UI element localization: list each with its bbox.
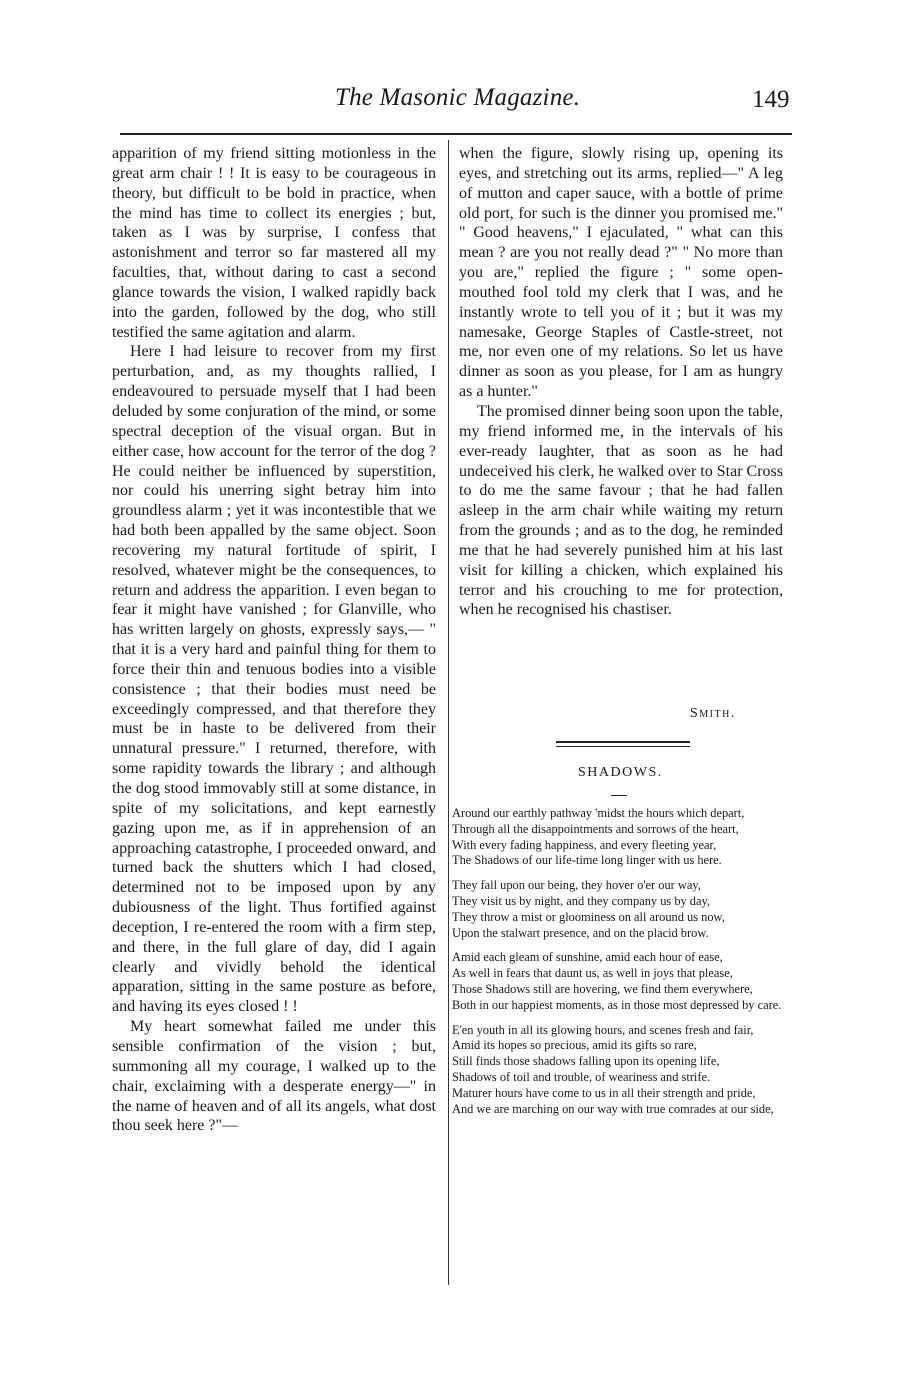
left-column <box>112 144 436 1136</box>
paragraph: My heart somewhat failed me under this sensible confirmation of the vision ; but, summoning all my courage, I walked up to the chair, exclaiming with a desperate energy—" in the name of heaven and of all its angels, what dost thou seek here ?"— <box>112 1018 436 1135</box>
magazine-title: The Masonic Magazine. <box>335 84 581 111</box>
poem-line: E'en youth in all its glowing hours, and scenes fresh and fair, <box>452 1022 754 1037</box>
poem-stanza <box>452 950 782 1013</box>
poem-line: Amid its hopes so precious, amid its gifts so rare, <box>452 1038 697 1053</box>
poem-line: Still finds those shadows falling upon its opening life, <box>452 1054 720 1069</box>
poem-line: Around our earthly pathway 'midst the hours which depart, <box>452 806 745 820</box>
poem-line: Amid each gleam of sunshine, amid each hour of ease, <box>452 950 723 965</box>
paragraph: when the figure, slowly rising up, opening its eyes, and stretching out its arms, replied—" A leg of mutton and caper sauce, with a bottle of prime old port, for such is the dinner you promised me." " Good heavens," I ejaculated, " what can this mean ? are you not really dead ?" " No more than you are," replied the figure ; " some open-mouthed fool told my clerk that I was, and he instantly wrote to tell you of it ; but it was my namesake, George Staples of Castle-street, not me, nor even one of my relations. So let us have dinner as soon as you please, for I am as hungry as a hunter." <box>459 145 783 401</box>
poem-line: Both in our happiest moments, as in those most depressed by care. <box>452 997 782 1012</box>
poem-stanza <box>452 878 782 941</box>
poem-line: They visit us by night, and they company us by day, <box>452 893 710 908</box>
poem-line: They fall upon our being, they hover o'er our way, <box>452 878 701 893</box>
poem-stanza <box>452 1023 782 1118</box>
page-number: 149 <box>752 86 790 113</box>
poem-stanza <box>452 806 782 869</box>
poem-line: They throw a mist or gloominess on all around us now, <box>452 909 725 924</box>
poem <box>452 806 782 1117</box>
poem-line: With every fading happiness, and every fleeting year, <box>452 837 717 852</box>
column-divider <box>448 140 449 1285</box>
title-dash <box>611 795 627 796</box>
poem-line: Through all the disappointments and sorrows of the heart, <box>452 821 739 836</box>
author-signature: Smith. <box>690 706 736 721</box>
poem-line: As well in fears that daunt us, as well in joys that please, <box>452 966 733 981</box>
section-separator <box>556 741 690 743</box>
paragraph: Here I had leisure to recover from my first perturbation, and, as my thoughts rallied, I endeavoured to persuade myself that I had been deluded by some conjuration of the mind, or some spectral deception of the visual organ. But in either case, how account for the terror of the dog ? He could neither be influenced by superstition, nor could his unerring sight betray him into groundless alarm ; yet it was incontestible that we had both been appalled by the same object. Soon recovering my natural fortitude of spirit, I resolved, whatever might be the consequences, to return and address the apparition. I even began to fear it might have vanished ; for Glanville, who has written largely on ghosts, expressly says,— " that it is a very hard and painful thing for them to force their thin and tenuous bodies into a visible consistence ; that their bodies must need be exceedingly compressed, and that therefore they must be in haste to be delivered from their unnatural pressure." I returned, therefore, with some rapidity towards the library ; and although the dog stood immovably still at some distance, in spite of my solicitations, and kept earnestly gazing upon me, as if in apprehension of an approaching catastrophe, I proceeded onward, and turned back the shutters which I had closed, determined not to be imposed upon by any dubiousness of the light. Thus fortified against deception, I re-entered the room with a firm step, and there, in the full glare of day, did I again clearly and vividly behold the identical apparation, sitting in the same posture as before, and having its eyes closed ! ! <box>112 343 436 1016</box>
poem-line: Those Shadows still are hovering, we find them everywhere, <box>452 981 753 996</box>
section-separator-thin <box>556 746 690 747</box>
poem-line: Upon the stalwart presence, and on the placid brow. <box>452 925 709 940</box>
right-column <box>459 144 783 620</box>
poem-title: SHADOWS. <box>578 765 663 780</box>
poem-line: And we are marching on our way with true comrades at our side, <box>452 1101 774 1116</box>
poem-line: Maturer hours have come to us in all their strength and pride, <box>452 1085 756 1100</box>
poem-line: The Shadows of our life-time long linger with us here. <box>452 853 722 868</box>
paragraph: The promised dinner being soon upon the table, my friend informed me, in the intervals of his ever-ready laughter, that as soon as he had undeceived his clerk, he walked over to Star Cross to do me the same favour ; that he had fallen asleep in the arm chair while waiting my return from the grounds ; and as to the dog, he reminded me that he had severely punished him at his last visit for killing a chicken, which explained his terror and his crouching to me for protection, when he recognised his chastiser. <box>459 402 783 619</box>
paragraph: apparition of my friend sitting motionless in the great arm chair ! ! It is easy to be courageous in theory, but difficult to be bold in practice, when the mind has time to collect its energies ; but, taken as I was by surprise, I confess that astonishment and terror so far mastered all my faculties, that, without daring to cast a second glance towards the vision, I walked rapidly back into the garden, followed by the dog, who still testified the same agitation and alarm. <box>112 145 436 341</box>
header-rule <box>120 133 792 135</box>
poem-line: Shadows of toil and trouble, of weariness and strife. <box>452 1069 711 1084</box>
